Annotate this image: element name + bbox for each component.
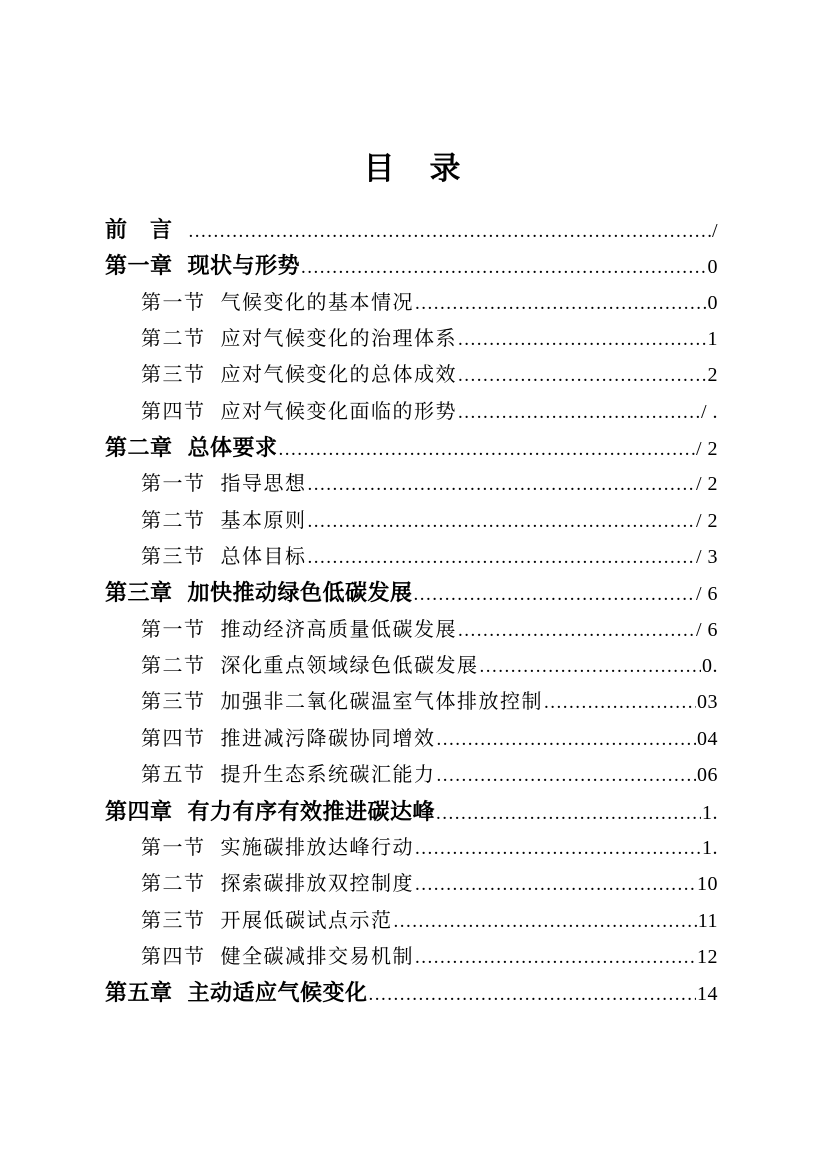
dot-leader: [415, 831, 701, 867]
entry-label: 第四节: [141, 727, 206, 750]
entry-page-number: 0.: [702, 655, 718, 678]
dot-leader: [458, 395, 700, 431]
entry-label: 第五章: [105, 980, 173, 1006]
entry-title: 有力有序有效推进碳达峰: [187, 798, 436, 824]
entry-label: 第二章: [105, 435, 173, 461]
entry-label: 第二节: [141, 328, 206, 351]
entry-title: 总体要求: [187, 435, 278, 461]
toc-entry-section[interactable]: [105, 939, 718, 975]
dot-leader: [394, 904, 697, 940]
dot-leader: [436, 796, 701, 832]
entry-page-number: / 6: [695, 618, 718, 641]
entry-title: 推动经济高质量低碳发展: [220, 618, 457, 641]
toc-entry-chapter-1[interactable]: [105, 248, 718, 284]
toc-entry-section[interactable]: [105, 757, 718, 793]
toc-entry-section[interactable]: [105, 684, 718, 720]
entry-label: 第四节: [141, 945, 206, 968]
entry-page-number: / 2: [695, 473, 718, 496]
dot-leader: [414, 577, 695, 613]
entry-page-number: 2: [707, 364, 718, 387]
toc-entry-section[interactable]: [105, 866, 718, 902]
entry-title: 开展低碳试点示范: [220, 909, 393, 932]
entry-label: 第三节: [141, 909, 206, 932]
entry-label: 第一节: [141, 836, 206, 859]
dot-leader: [369, 977, 696, 1013]
dot-leader: [437, 722, 697, 758]
toc-entry-section[interactable]: [105, 357, 718, 393]
entry-label: 前 言: [105, 217, 173, 242]
entry-page-number: / 3: [695, 546, 718, 569]
entry-label: 第三节: [141, 364, 206, 387]
entry-title: 提升生态系统碳汇能力: [220, 764, 436, 787]
entry-label: 第二节: [141, 655, 206, 678]
entry-page-number: /: [711, 220, 718, 242]
entry-title: 探索碳排放双控制度: [220, 873, 414, 896]
entry-title: 气候变化的基本情况: [220, 291, 414, 314]
entry-page-number: / 6: [695, 583, 718, 606]
entry-page-number: / 2: [695, 509, 718, 532]
entry-page-number: 0: [707, 256, 718, 279]
entry-label: 第二节: [141, 509, 206, 532]
entry-label: 第一节: [141, 618, 206, 641]
table-of-contents: [105, 212, 718, 1012]
dot-leader: [437, 758, 697, 794]
entry-page-number: 1: [707, 328, 718, 351]
entry-page-number: 12: [697, 945, 718, 968]
entry-title: 加快推动绿色低碳发展: [187, 580, 413, 606]
toc-entry-section[interactable]: [105, 466, 718, 502]
entry-title: 实施碳排放达峰行动: [220, 836, 414, 859]
entry-title: 基本原则: [220, 509, 307, 532]
entry-label: 第三节: [141, 691, 206, 714]
dot-leader: [458, 613, 695, 649]
entry-label: 第二节: [141, 873, 206, 896]
entry-page-number: 03: [697, 691, 718, 714]
entry-label: 第四章: [105, 798, 173, 824]
dot-leader: [458, 358, 707, 394]
toc-entry-chapter-3[interactable]: [105, 575, 718, 611]
entry-title: 加强非二氧化碳温室气体排放控制: [220, 691, 543, 714]
entry-page-number: 04: [697, 727, 718, 750]
entry-title: 总体目标: [220, 546, 307, 569]
dot-leader: [308, 504, 695, 540]
entry-title: 应对气候变化的治理体系: [220, 328, 457, 351]
toc-entry-section[interactable]: [105, 539, 718, 575]
entry-title: 深化重点领域绿色低碳发展: [220, 655, 479, 678]
toc-entry-chapter-5[interactable]: [105, 975, 718, 1011]
toc-entry-section[interactable]: [105, 321, 718, 357]
toc-entry-chapter-4[interactable]: [105, 794, 718, 830]
dot-leader: [189, 214, 711, 250]
toc-entry-section[interactable]: [105, 503, 718, 539]
toc-entry-section[interactable]: [105, 648, 718, 684]
page-title: 目 录: [363, 151, 463, 186]
toc-entry-section[interactable]: [105, 612, 718, 648]
entry-title: 健全碳减排交易机制: [220, 945, 414, 968]
toc-entry-preface[interactable]: [105, 212, 718, 248]
entry-page-number: 11: [697, 909, 718, 932]
dot-leader: [308, 467, 695, 503]
entry-title: 应对气候变化的总体成效: [220, 364, 457, 387]
entry-page-number: 0: [707, 291, 718, 314]
entry-label: 第三节: [141, 546, 206, 569]
dot-leader: [279, 432, 695, 468]
entry-title: 现状与形势: [187, 253, 301, 279]
dot-leader: [308, 540, 695, 576]
toc-entry-section[interactable]: [105, 394, 718, 430]
dot-leader: [415, 867, 696, 903]
toc-entry-section[interactable]: [105, 285, 718, 321]
dot-leader: [415, 940, 696, 976]
entry-label: 第五节: [141, 764, 206, 787]
entry-title: 主动适应气候变化: [187, 980, 368, 1006]
entry-page-number: 06: [697, 764, 718, 787]
entry-page-number: 10: [697, 873, 718, 896]
toc-entry-section[interactable]: [105, 903, 718, 939]
toc-entry-section[interactable]: [105, 830, 718, 866]
entry-title: 应对气候变化面临的形势: [220, 400, 457, 423]
entry-label: 第一节: [141, 291, 206, 314]
entry-page-number: 1.: [702, 836, 718, 859]
dot-leader: [544, 685, 696, 721]
entry-label: 第四节: [141, 400, 206, 423]
toc-entry-chapter-2[interactable]: [105, 430, 718, 466]
entry-page-number: / 2: [695, 438, 718, 461]
entry-label: 第一节: [141, 473, 206, 496]
dot-leader: [480, 649, 702, 685]
dot-leader: [458, 322, 707, 358]
entry-title: 指导思想: [220, 473, 307, 496]
dot-leader: [301, 250, 706, 286]
toc-entry-section[interactable]: [105, 721, 718, 757]
entry-label: 第三章: [105, 580, 173, 606]
entry-label: 第一章: [105, 253, 173, 279]
entry-page-number: 14: [697, 983, 718, 1006]
entry-page-number: / .: [700, 400, 718, 423]
entry-title: 推进减污降碳协同增效: [220, 727, 436, 750]
dot-leader: [415, 286, 707, 322]
entry-page-number: 1.: [702, 801, 718, 824]
